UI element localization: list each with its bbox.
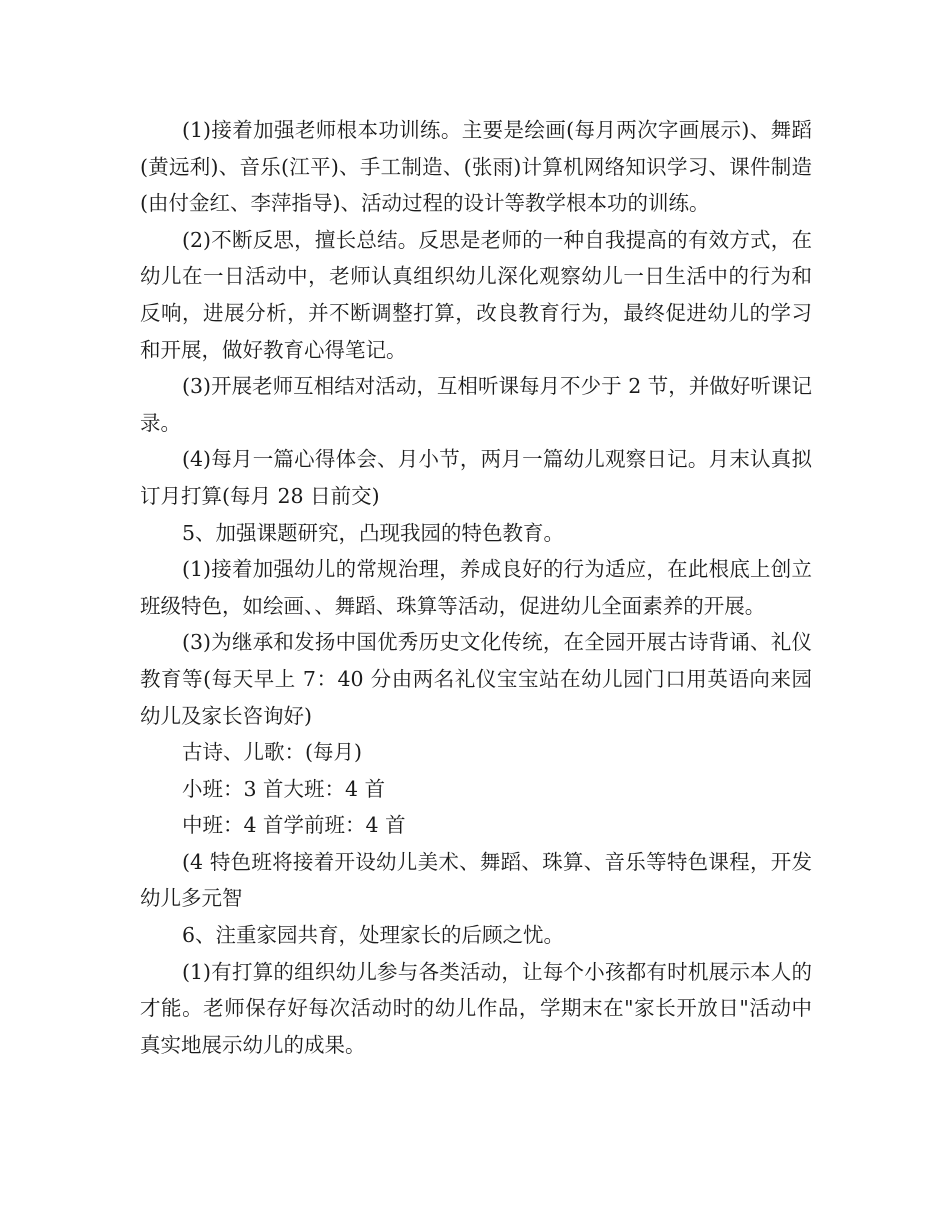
paragraph-2: (2)不断反思，擅长总结。反思是老师的一种自我提高的有效方式，在幼儿在一日活动中，老师认真组织幼儿深化观察幼儿一日生活中的行为和反响，进展分析，并不断调整打算，改良教育行为，最终促进幼儿的学习和开展，做好教育心得笔记。 [140, 227, 812, 362]
poem-count-line-2: 中班：4 首学前班：4 首 [182, 813, 406, 838]
paragraph-5: (1)接着加强幼儿的常规治理，养成良好的行为适应，在此根底上创立班级特色，如绘画、、舞蹈、珠算等活动，促进幼儿全面素养的开展。 [140, 557, 812, 618]
section-heading-5: 5、加强课题研究，凸现我园的特色教育。 [182, 520, 565, 545]
poem-count-line-1: 小班：3 首大班：4 首 [182, 776, 386, 801]
document-body [140, 112, 812, 1063]
paragraph-6: (3)为继承和发扬中国优秀历史文化传统，在全园开展古诗背诵、礼仪教育等(每天早上 7：40 分由两名礼仪宝宝站在幼儿园门口用英语向来园幼儿及家长咨询好) [140, 630, 812, 728]
paragraph-3: (3)开展老师互相结对活动，互相听课每月不少于 2 节，并做好听课记录。 [140, 374, 812, 435]
poem-heading: 古诗、儿歌：(每月) [182, 740, 362, 765]
paragraph-8: (1)有打算的组织幼儿参与各类活动，让每个小孩都有时机展示本人的才能。老师保存好每次活动时的幼儿作品，学期末在"家长开放日"活动中真实地展示幼儿的成果。 [140, 959, 812, 1057]
paragraph-7: (4 特色班将接着开设幼儿美术、舞蹈、珠算、音乐等特色课程，开发幼儿多元智 [140, 849, 812, 911]
section-heading-6: 6、注重家园共育，处理家长的后顾之忧。 [182, 923, 565, 948]
paragraph-4: (4)每月一篇心得体会、月小节，两月一篇幼儿观察日记。月末认真拟订月打算(每月 28 日前交) [140, 447, 812, 508]
paragraph-1: (1)接着加强老师根本功训练。主要是绘画(每月两次字画展示)、舞蹈(黄远利)、音乐(江平)、手工制造、(张雨)计算机网络知识学习、课件制造(由付金红、李萍指导)、活动过程的设计等教学根本功的训练。 [140, 118, 812, 216]
